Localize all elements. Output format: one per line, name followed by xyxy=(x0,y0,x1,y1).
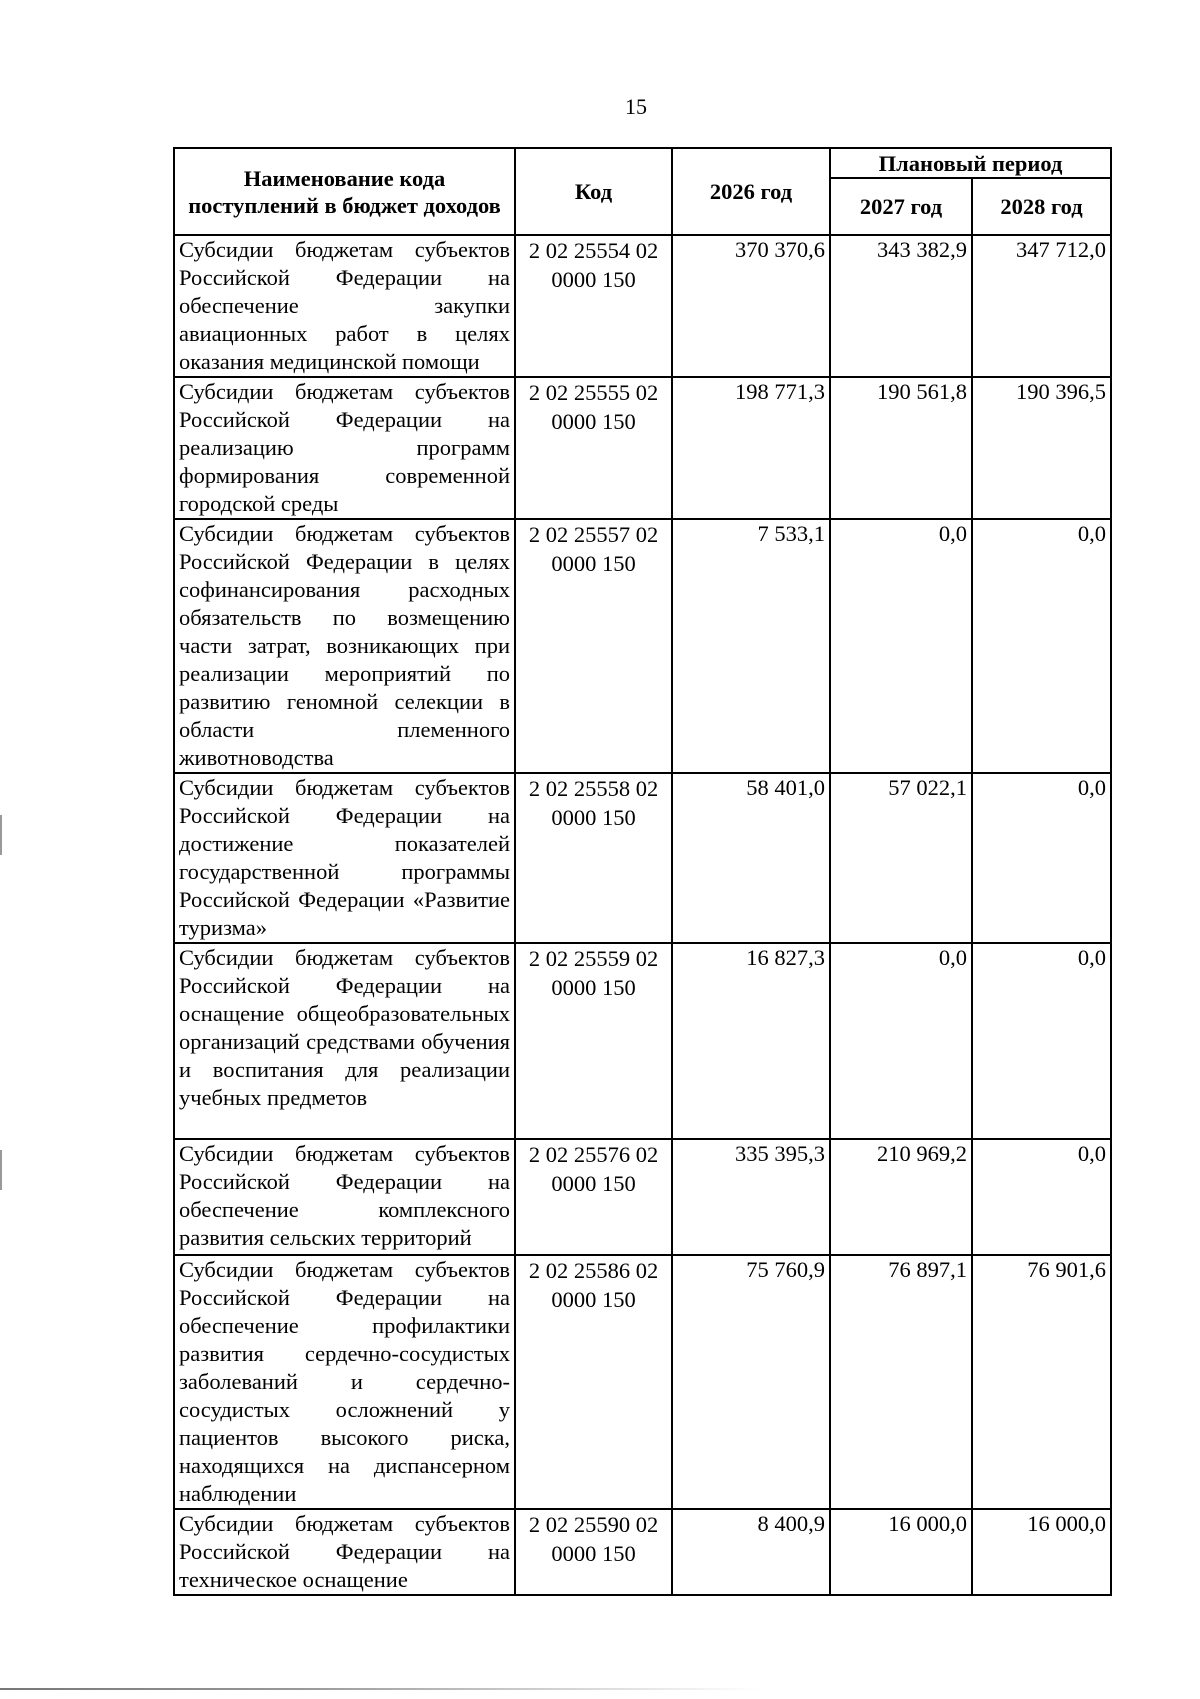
row-value-2026: 198 771,3 xyxy=(672,377,830,519)
table-row xyxy=(174,1509,1111,1595)
row-name: Субсидии бюджетам субъектов Российской Федерации на обеспечение профилактики развития сердечно-сосудистых заболеваний и сердечно-сосудистых осложнений у пациентов высокого риска, находящихся на диспансерном наблюдении xyxy=(174,1255,515,1509)
row-name: Субсидии бюджетам субъектов Российской Федерации на достижение показателей государственной программы Российской Федерации «Развитие туризма» xyxy=(174,773,515,943)
row-value-2027: 0,0 xyxy=(830,519,972,773)
row-name: Субсидии бюджетам субъектов Российской Федерации на техническое оснащение xyxy=(174,1509,515,1595)
scan-artifact-mark xyxy=(0,1150,2,1190)
header-planned-period: Плановый период xyxy=(830,148,1111,178)
row-name: Субсидии бюджетам субъектов Российской Федерации на обеспечение комплексного развития сельских территорий xyxy=(174,1139,515,1255)
table-row xyxy=(174,377,1111,519)
header-2027: 2027 год xyxy=(830,178,972,235)
row-name: Субсидии бюджетам субъектов Российской Федерации в целях софинансирования расходных обязательств по возмещению части затрат, возникающих при реализации мероприятий по развитию геномной селекции в области племенного животноводства xyxy=(174,519,515,773)
row-value-2026: 8 400,9 xyxy=(672,1509,830,1595)
row-code: 2 02 25557 02 0000 150 xyxy=(515,519,672,773)
table-row xyxy=(174,519,1111,773)
row-value-2026: 16 827,3 xyxy=(672,943,830,1139)
table-row xyxy=(174,773,1111,943)
header-code: Код xyxy=(515,148,672,235)
table-row xyxy=(174,235,1111,377)
row-value-2028: 16 000,0 xyxy=(972,1509,1111,1595)
row-code: 2 02 25576 02 0000 150 xyxy=(515,1139,672,1255)
table-row xyxy=(174,1139,1111,1255)
table-row xyxy=(174,1255,1111,1509)
row-value-2028: 347 712,0 xyxy=(972,235,1111,377)
row-value-2028: 0,0 xyxy=(972,519,1111,773)
row-name: Субсидии бюджетам субъектов Российской Федерации на обеспечение закупки авиационных работ в целях оказания медицинской помощи xyxy=(174,235,515,377)
row-code: 2 02 25558 02 0000 150 xyxy=(515,773,672,943)
row-code: 2 02 25554 02 0000 150 xyxy=(515,235,672,377)
page-number: 15 xyxy=(625,94,647,119)
row-code: 2 02 25586 02 0000 150 xyxy=(515,1255,672,1509)
row-value-2027: 343 382,9 xyxy=(830,235,972,377)
row-value-2026: 58 401,0 xyxy=(672,773,830,943)
row-value-2028: 76 901,6 xyxy=(972,1255,1111,1509)
row-value-2028: 0,0 xyxy=(972,943,1111,1139)
row-code: 2 02 25555 02 0000 150 xyxy=(515,377,672,519)
row-value-2027: 190 561,8 xyxy=(830,377,972,519)
row-value-2028: 0,0 xyxy=(972,773,1111,943)
row-code: 2 02 25590 02 0000 150 xyxy=(515,1509,672,1595)
row-value-2028: 0,0 xyxy=(972,1139,1111,1255)
header-name: Наименование кода поступлений в бюджет доходов xyxy=(174,148,515,235)
budget-revenue-table xyxy=(173,147,1112,1596)
scan-artifact-mark xyxy=(0,815,2,855)
row-value-2026: 7 533,1 xyxy=(672,519,830,773)
row-value-2028: 190 396,5 xyxy=(972,377,1111,519)
row-value-2026: 75 760,9 xyxy=(672,1255,830,1509)
row-value-2027: 76 897,1 xyxy=(830,1255,972,1509)
row-value-2027: 16 000,0 xyxy=(830,1509,972,1595)
scan-artifact-line xyxy=(0,1688,760,1690)
row-name: Субсидии бюджетам субъектов Российской Федерации на реализацию программ формирования современной городской среды xyxy=(174,377,515,519)
table-row xyxy=(174,943,1111,1139)
row-value-2027: 57 022,1 xyxy=(830,773,972,943)
row-value-2026: 335 395,3 xyxy=(672,1139,830,1255)
header-2028: 2028 год xyxy=(972,178,1111,235)
row-value-2027: 210 969,2 xyxy=(830,1139,972,1255)
row-value-2027: 0,0 xyxy=(830,943,972,1139)
row-name: Субсидии бюджетам субъектов Российской Федерации на оснащение общеобразовательных организаций средствами обучения и воспитания для реализации учебных предметов xyxy=(174,943,515,1139)
row-code: 2 02 25559 02 0000 150 xyxy=(515,943,672,1139)
row-value-2026: 370 370,6 xyxy=(672,235,830,377)
header-2026: 2026 год xyxy=(672,148,830,235)
